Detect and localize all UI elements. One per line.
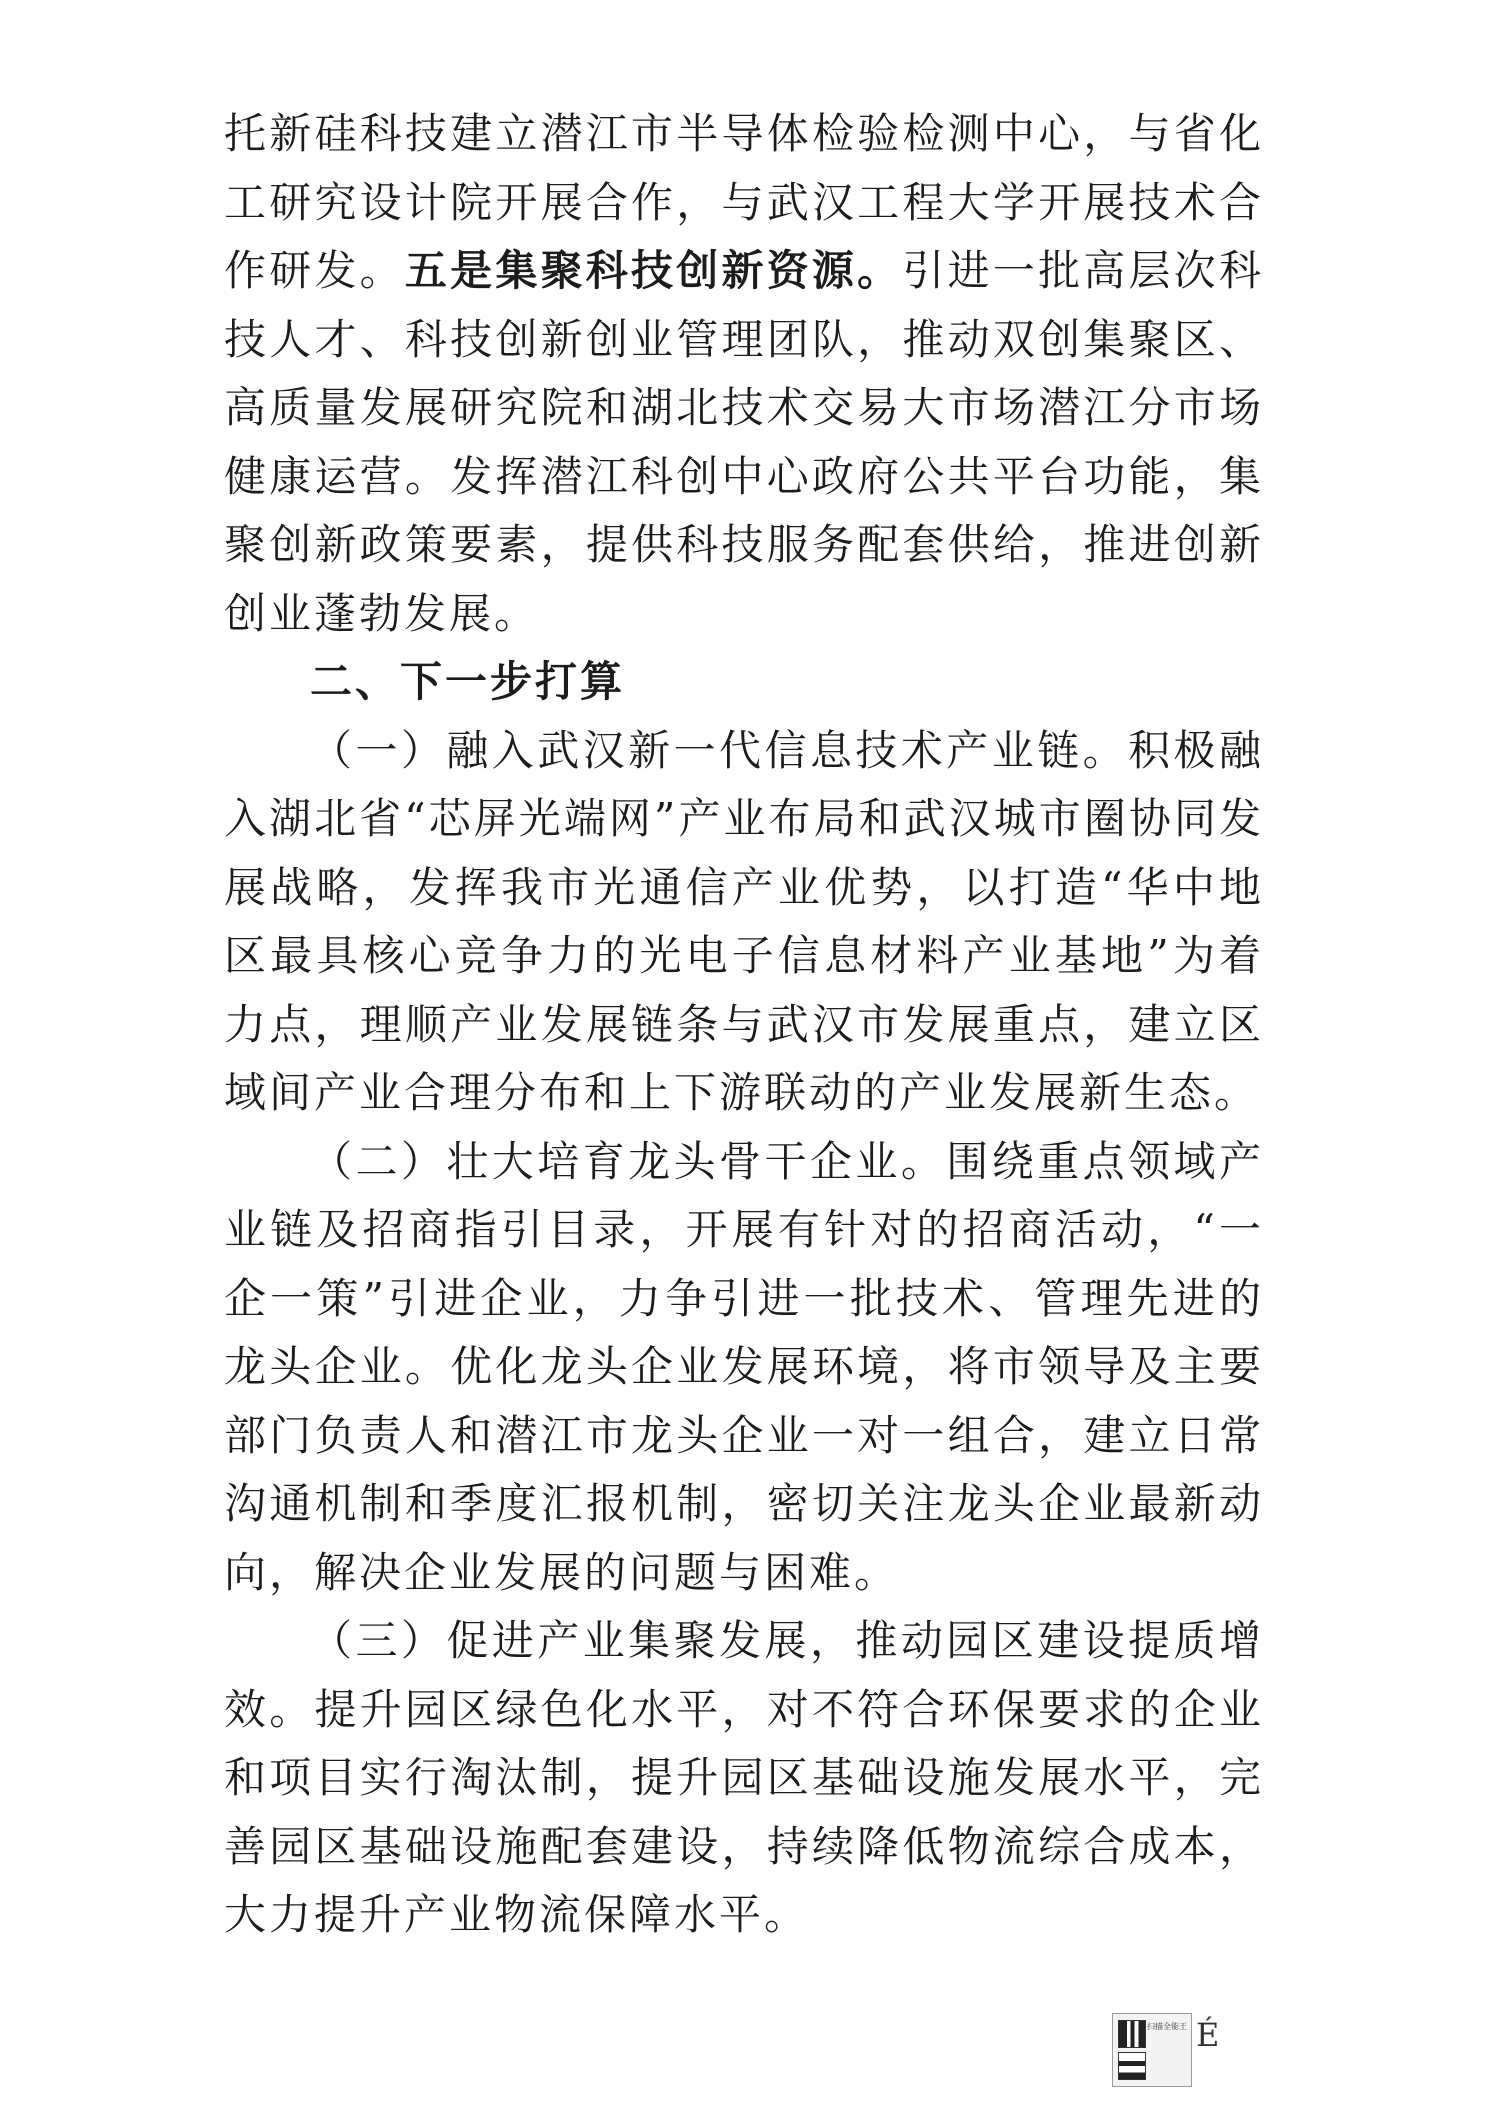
scanner-watermark — [1112, 2013, 1192, 2087]
page-mark: É — [1196, 2016, 1220, 2054]
paragraph-4: （三）促进产业集聚发展，推动园区建设提质增效。提升园区绿色化水平，对不符合环保要求的企业和项目实行淘汰制，提升园区基础设施发展水平，完善园区基础设施配套建设，持续降低物流综合成本，大力提升产业物流保障水平。 — [224, 1616, 1264, 1939]
paragraph-1 — [224, 100, 1264, 648]
paragraph-1-text: 托新硅科技建立潜江市半导体检验检测中心，与省化工研究设计院开展合作，与武汉工程大学开展技术合作研发。 — [224, 109, 1264, 295]
qr-code-icon — [1118, 2052, 1146, 2080]
paragraph-1-bold: 五是集聚科技创新资源。 — [404, 246, 903, 295]
body-text — [224, 100, 1264, 1950]
paragraph-2: （一）融入武汉新一代信息技术产业链。积极融入湖北省“芯屏光端网”产业布局和武汉城市圈协同发展战略，发挥我市光通信产业优势，以打造“华中地区最具核心竞争力的光电子信息材料产业基地”为着力点，理顺产业发展链条与武汉市发展重点，建立区域间产业合理分布和上下游联动的产业发展新生态。 — [224, 725, 1264, 1117]
paragraph-3: （二）壮大培育龙头骨干企业。围绕重点领域产业链及招商指引目录，开展有针对的招商活动，“一企一策”引进企业，力争引进一批技术、管理先进的龙头企业。优化龙头企业发展环境，将市领导及主要部门负责人和潜江市龙头企业一对一组合，建立日常沟通机制和季度汇报机制，密切关注龙头企业最新动向，解决企业发展的问题与困难。 — [224, 1136, 1264, 1597]
section-heading: 二、下一步打算 — [310, 657, 626, 706]
qr-code-icon — [1118, 2020, 1146, 2048]
paragraph-1-rest: 引进一批高层次科技人才、科技创新创业管理团队，推动双创集聚区、高质量发展研究院和湖北技术交易大市场潜江分市场健康运营。发挥潜江科创中心政府公共平台功能，集聚创新政策要素，提供科技服务配套供给，推进创新创业蓬勃发展。 — [224, 246, 1264, 638]
watermark-label: 扫描全能王 — [1147, 2022, 1187, 2031]
